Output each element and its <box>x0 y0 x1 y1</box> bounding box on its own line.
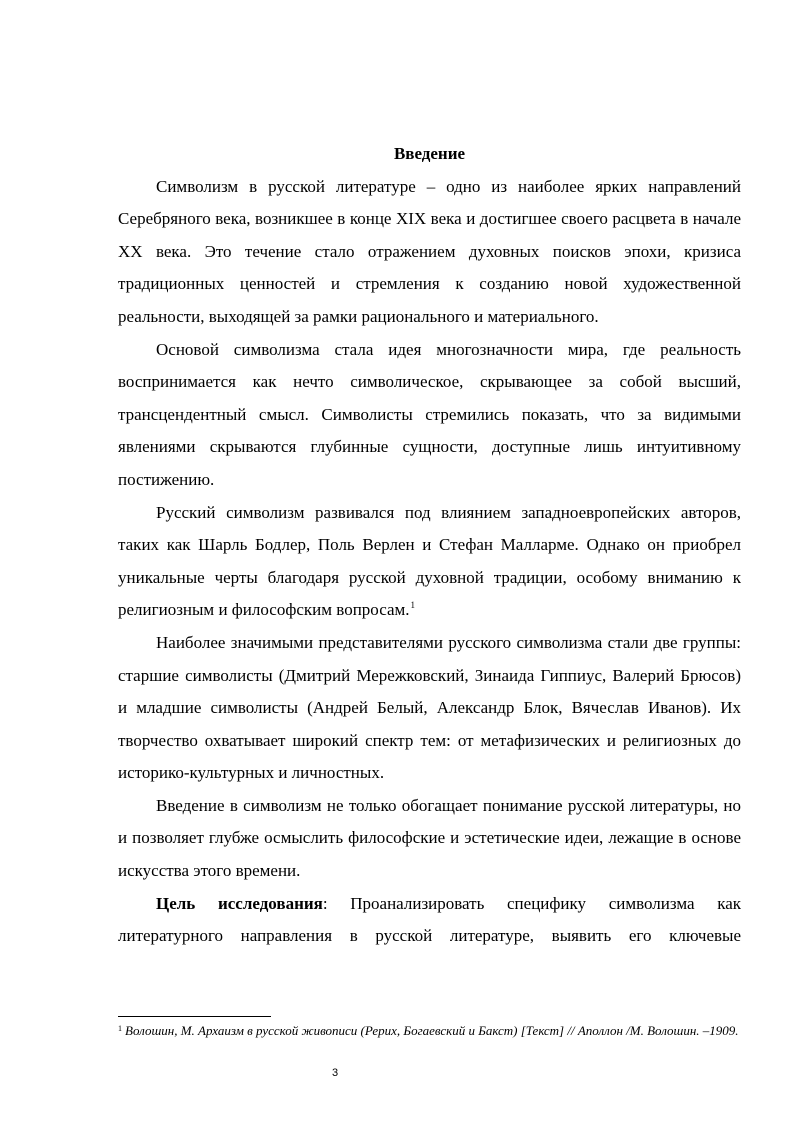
paragraph-3-text: Русский символизм развивался под влиянием западноевропейских авторов, таких как Шарль Бодлер, Поль Верлен и Стефан Малларме. Однако он приобрел уникальные черты благодаря русской духовной традиции, особому вниманию к религиозным и философским вопросам. <box>118 502 741 620</box>
footnote-text: Волошин, М. Архаизм в русской живописи (Рерих, Богаевский и Бакст) [Текст] // Аполлон /М. Волошин. –1909. <box>125 1023 739 1038</box>
footnote-separator <box>118 1016 271 1017</box>
body-text <box>118 138 741 953</box>
research-goal-paragraph <box>118 888 741 953</box>
footnote-number: 1 <box>118 1024 122 1033</box>
section-heading: Введение <box>393 144 466 163</box>
paragraph-4: Наиболее значимыми представителями русского символизма стали две группы: старшие символисты (Дмитрий Мережковский, Зинаида Гиппиус, Валерий Брюсов) и младшие символисты (Андрей Белый, Александр Блок, Вячеслав Иванов). Их творчество охватывает широкий спектр тем: от метафизических и религиозных до историко-культурных и личностных. <box>118 632 741 783</box>
page-number: 3 <box>331 1067 339 1079</box>
research-goal-text: : Проанализировать специфику символизма как литературного направления в русской литературе, выявить его ключевые <box>118 893 741 946</box>
footnote <box>118 1022 741 1041</box>
paragraph-1: Символизм в русской литературе – одно из наиболее ярких направлений Серебряного века, возникшее в конце XIX века и достигшее своего расцвета в начале XX века. Это течение стало отражением духовных поисков эпохи, кризиса традиционных ценностей и стремления к созданию новой художественной реальности, выходящей за рамки рационального и материального. <box>118 176 741 326</box>
paragraph-5: Введение в символизм не только обогащает понимание русской литературы, но и позволяет глубже осмыслить философские и эстетические идеи, лежащие в основе искусства этого времени. <box>118 795 741 881</box>
footnote-reference[interactable]: 1 <box>410 600 416 611</box>
paragraph-3 <box>118 497 741 627</box>
research-goal-label: Цель исследования <box>156 893 323 913</box>
paragraph-2: Основой символизма стала идея многозначности мира, где реальность воспринимается как нечто символическое, скрывающее за собой высший, трансцендентный смысл. Символисты стремились показать, что за видимыми явлениями скрываются глубинные сущности, доступные лишь интуитивному постижению. <box>118 339 741 489</box>
